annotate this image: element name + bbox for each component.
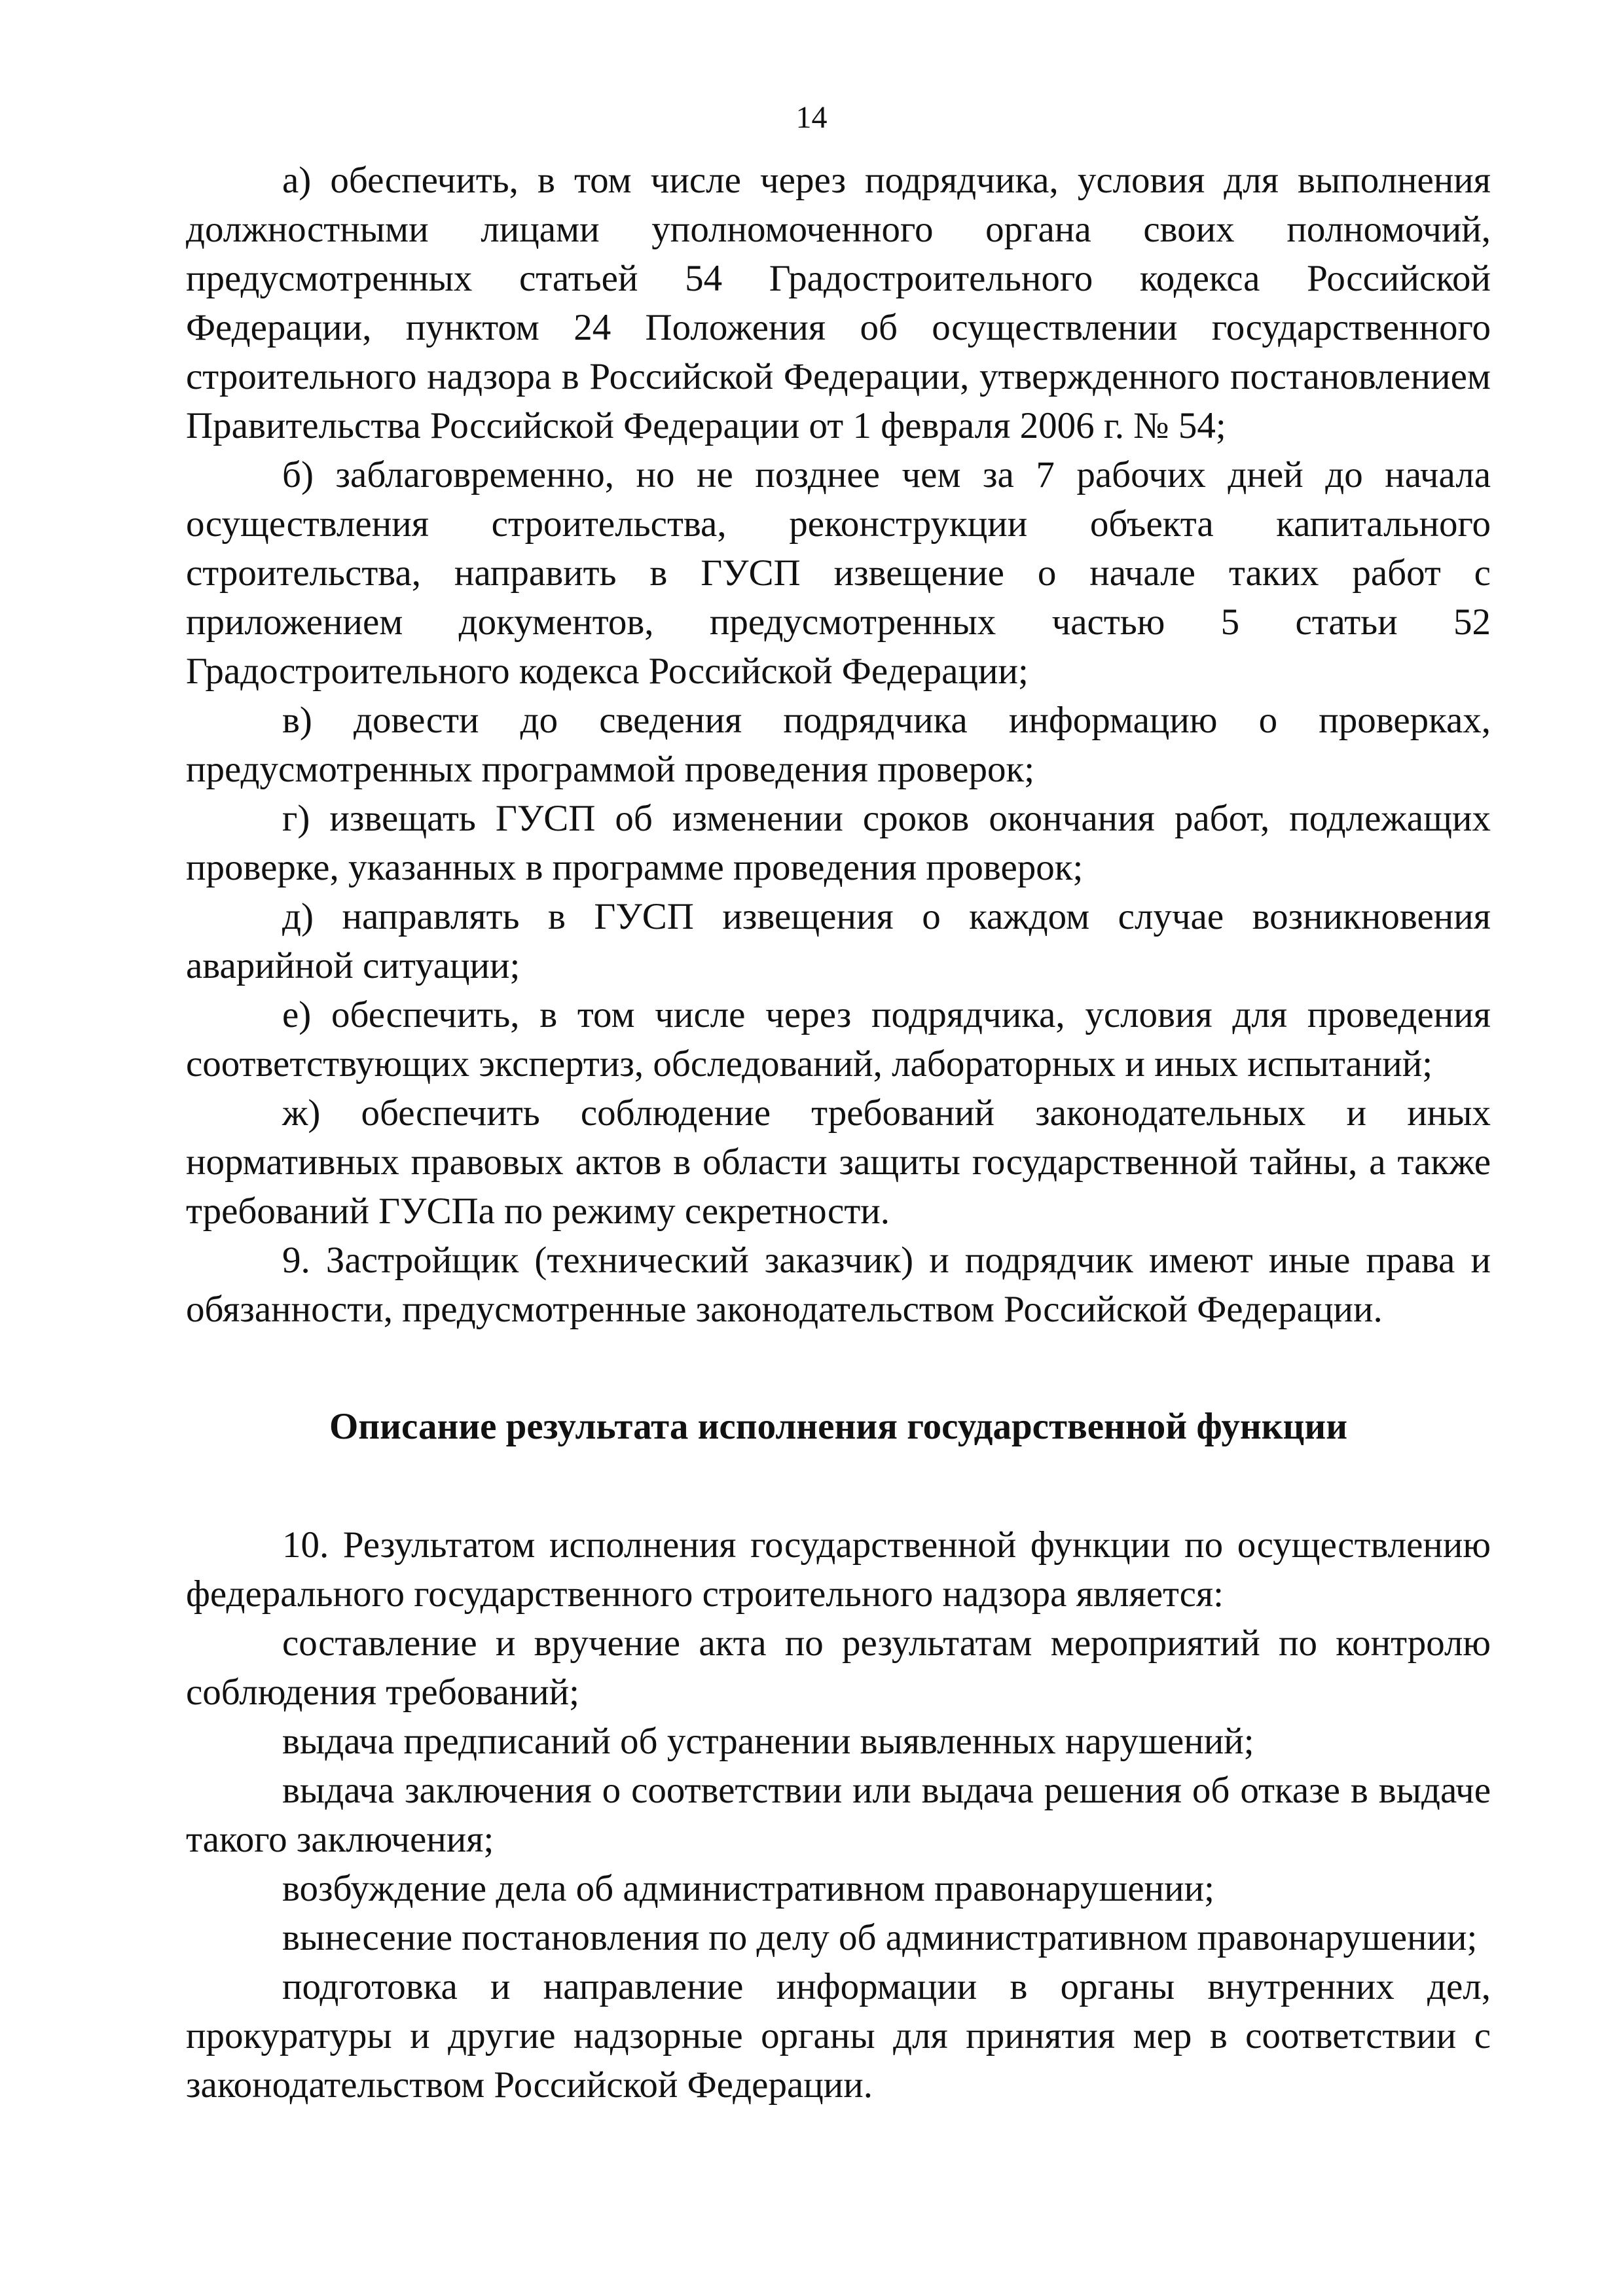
result-item: составление и вручение акта по результатам мероприятий по контролю соблюдения требований; <box>186 1623 1491 1713</box>
list-item-g: г) извещать ГУСП об изменении сроков окончания работ, подлежащих проверке, указанных в программе проведения проверок; <box>186 798 1491 888</box>
result-item: выдача предписаний об устранении выявленных нарушений; <box>282 1721 1254 1762</box>
result-item: вынесение постановления по делу об административном правонарушении; <box>282 1917 1478 1958</box>
section-heading: Описание результата исполнения государственной функции <box>329 1406 1348 1447</box>
list-item-e: е) обеспечить, в том числе через подрядчика, условия для проведения соответствующих экспертиз, обследований, лабораторных и иных испытаний; <box>186 994 1491 1085</box>
list-item-v: в) довести до сведения подрядчика информацию о проверках, предусмотренных программой проведения проверок; <box>186 700 1491 790</box>
list-item-d: д) направлять в ГУСП извещения о каждом случае возникновения аварийной ситуации; <box>186 896 1491 986</box>
document-body <box>186 156 1491 2109</box>
list-item-a: а) обеспечить, в том числе через подрядчика, условия для выполнения должностными лицами уполномоченного органа своих полномочий, предусмотренных статьей 54 Градостроительного кодекса Российской Федерации, пунктом 24 Положения об осуществлении государственного строительного надзора в Российской Федерации, утвержденного постановлением Правительства Российской Федерации от 1 февраля 2006 г. № 54; <box>186 160 1491 446</box>
result-item: возбуждение дела об административном правонарушении; <box>282 1868 1214 1909</box>
clause-9: 9. Застройщик (технический заказчик) и подрядчик имеют иные права и обязанности, предусмотренные законодательством Российской Федерации. <box>186 1240 1491 1330</box>
result-item: выдача заключения о соответствии или выдача решения об отказе в выдаче такого заключения; <box>186 1770 1491 1860</box>
page-number: 14 <box>795 100 828 135</box>
list-item-b: б) заблаговременно, но не позднее чем за 7 рабочих дней до начала осуществления строительства, реконструкции объекта капитального строительства, направить в ГУСП извещение о начале таких работ с приложением документов, предусмотренных частью 5 статьи 52 Градостроительного кодекса Российской Федерации; <box>186 454 1491 692</box>
clause-10: 10. Результатом исполнения государственной функции по осуществлению федерального государственного строительного надзора является: <box>186 1524 1491 1615</box>
list-item-zh: ж) обеспечить соблюдение требований законодательных и иных нормативных правовых актов в области защиты государственной тайны, а также требований ГУСПа по режиму секретности. <box>186 1092 1491 1232</box>
result-item: подготовка и направление информации в органы внутренних дел, прокуратуры и другие надзорные органы для принятия мер в соответствии с законодательством Российской Федерации. <box>186 1966 1491 2106</box>
